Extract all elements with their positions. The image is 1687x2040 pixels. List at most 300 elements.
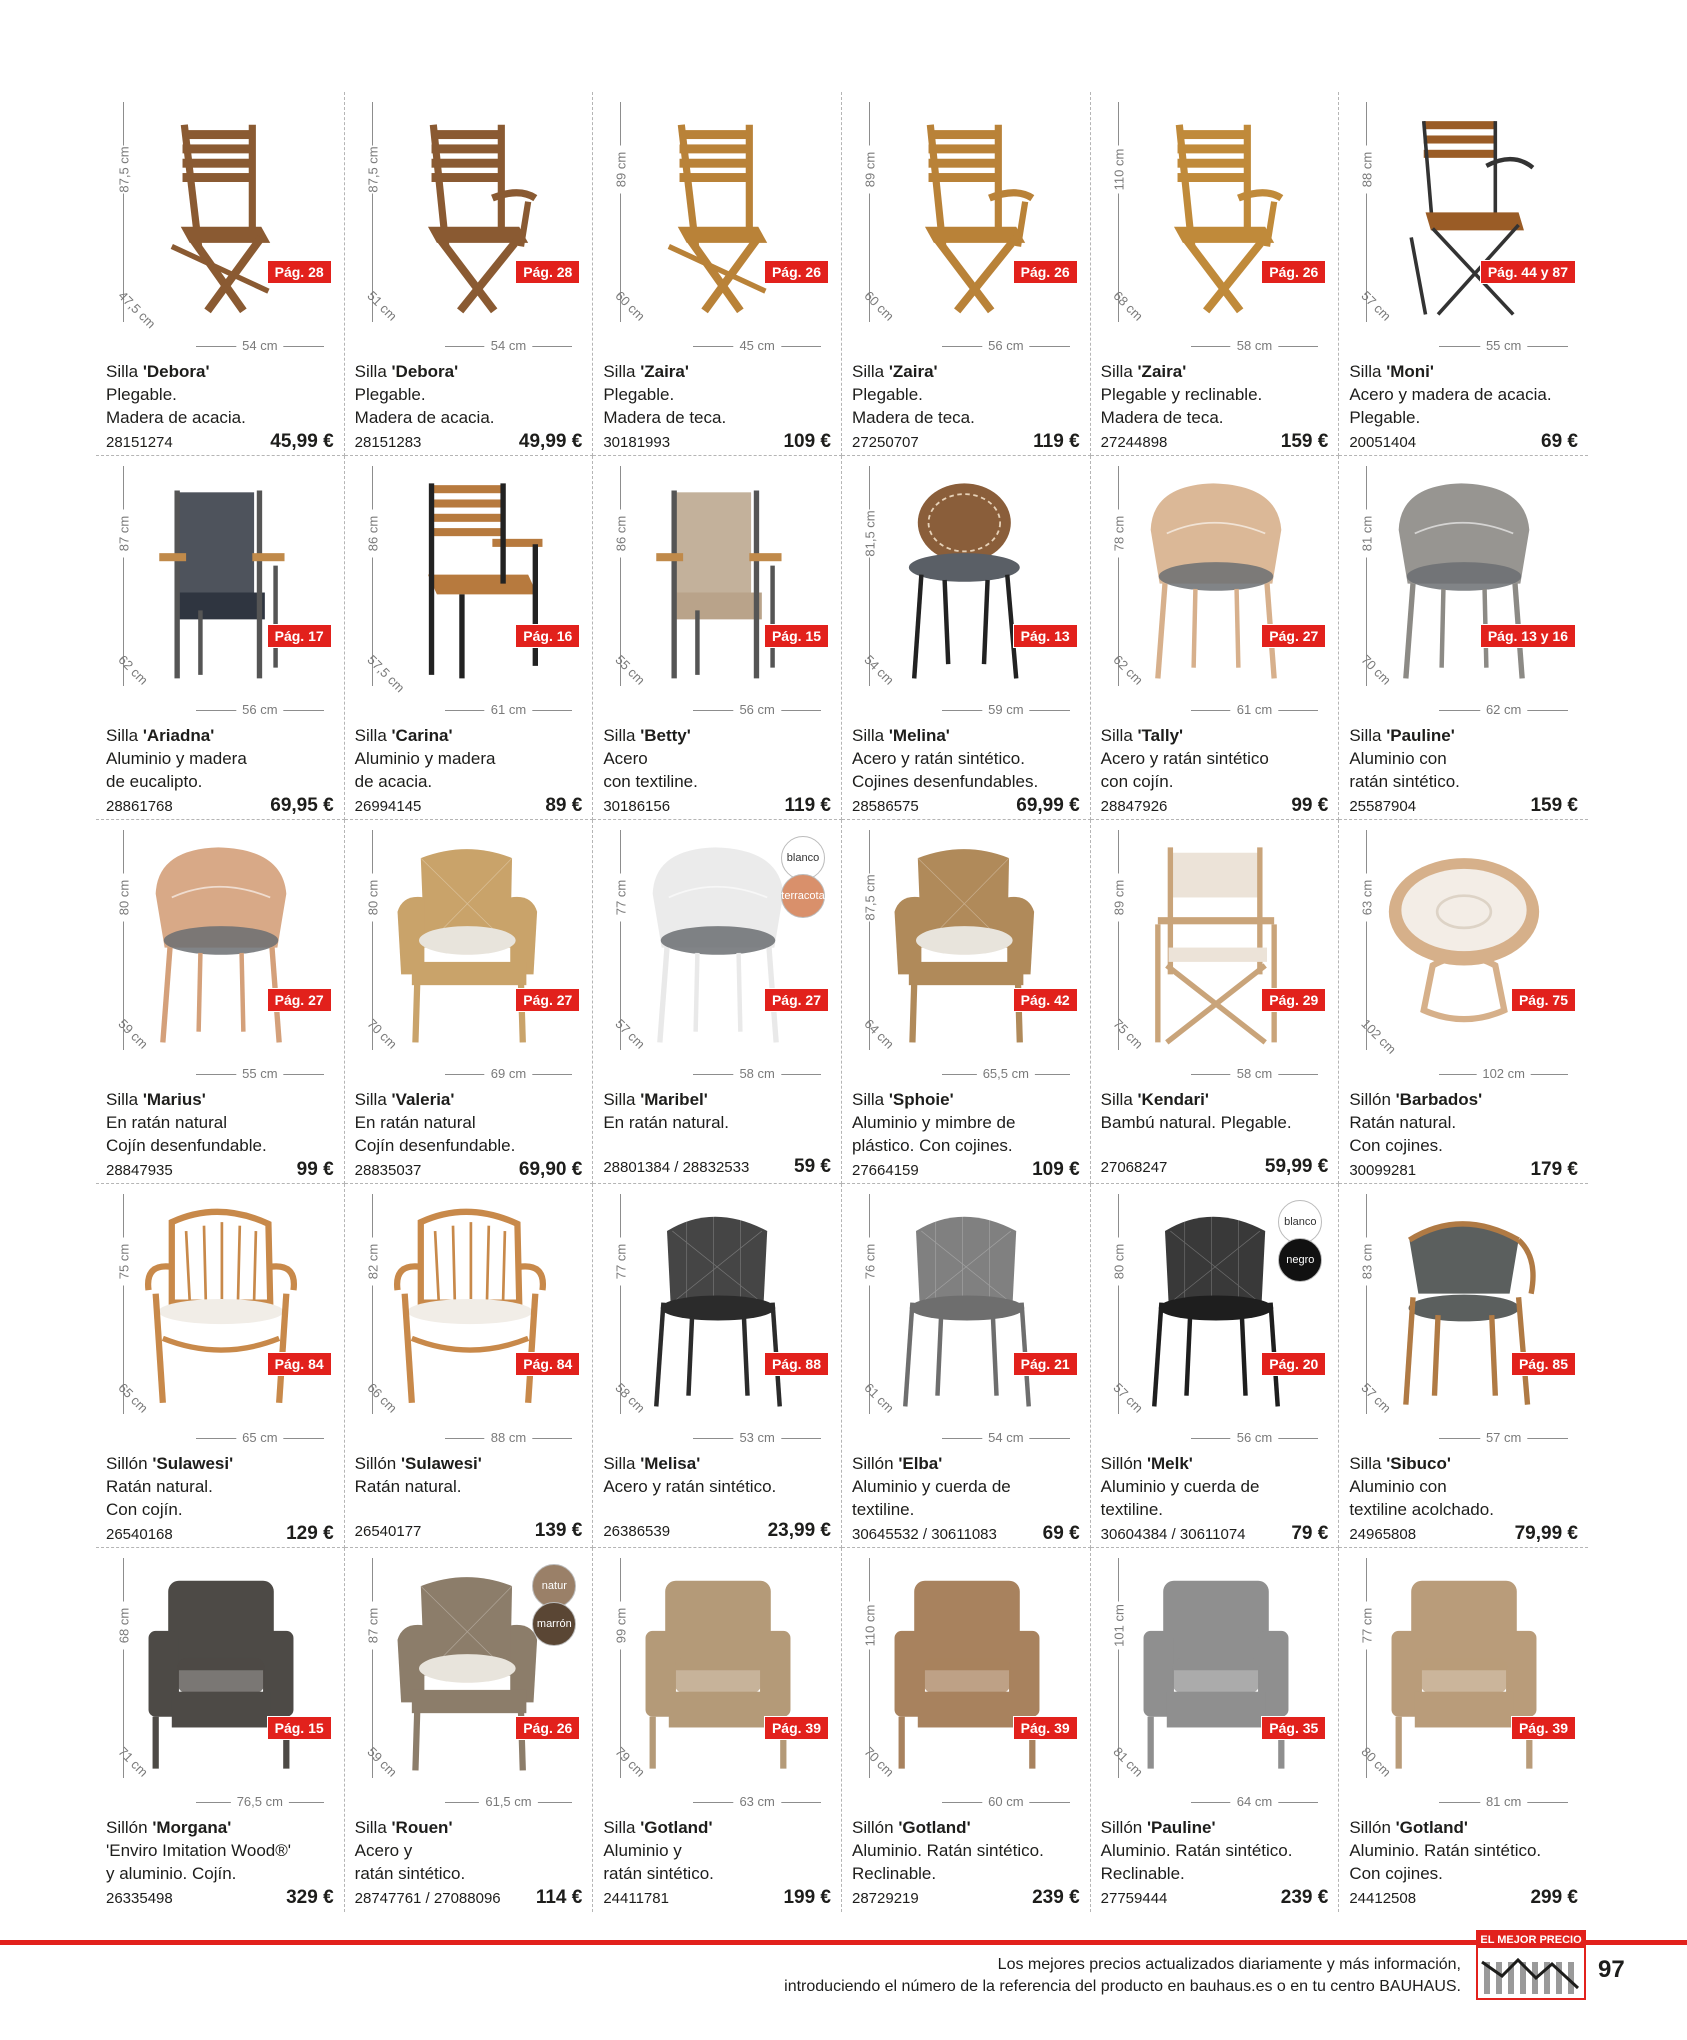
product-description: Reclinable. [852,1864,937,1883]
footer-rule [0,1940,1687,1945]
product-reference: 28729219 [852,1890,919,1907]
product-name [603,1452,831,1475]
product-description: Acero y ratán sintético. [852,749,1025,768]
depth-label: 80 cm [1358,1744,1395,1780]
page-reference-tag[interactable]: Pág. 39 [1013,1716,1078,1740]
height-label: 86 cm [614,510,629,558]
product-price: 69 € [1541,431,1578,452]
width-dimension [445,1066,573,1082]
depth-label: 51 cm [364,288,400,324]
product-image [882,100,1052,332]
depth-label: 57 cm [1358,288,1395,324]
product-reference: 28586575 [852,798,919,815]
product-price: 45,99 € [270,431,334,452]
product-image [633,1192,803,1424]
product-description: Con cojines. [1349,1136,1443,1155]
product-model: 'Debora' [391,362,459,381]
page-reference-tag[interactable]: Pág. 42 [1013,988,1078,1012]
product-type: Silla [603,1090,641,1109]
product-type: Silla [852,1090,889,1109]
width-dimension [445,702,573,718]
product-description: con cojín. [1100,772,1174,791]
product-reference: 30604384 / 30611074 [1100,1526,1246,1543]
product-image [1131,1556,1301,1788]
product-meta [106,1159,334,1181]
product-type: Silla [603,1818,641,1837]
page-reference-tag[interactable]: Pág. 75 [1511,988,1576,1012]
height-label: 89 cm [614,146,629,194]
product-reference: 28747761 / 27088096 [354,1890,501,1907]
product-card [96,456,345,820]
product-type: Silla [1349,726,1387,745]
product-description: Con cojín. [106,1500,183,1519]
height-label: 77 cm [1360,1602,1375,1650]
product-type: Silla [106,362,143,381]
product-model: 'Sphoie' [888,1090,954,1109]
product-name [106,1088,334,1111]
product-reference: 27250707 [852,434,919,451]
product-description: textiline. [852,1500,915,1519]
product-image [1379,1192,1549,1424]
product-reference: 30645532 / 30611083 [852,1526,997,1543]
height-label: 87 cm [365,1602,380,1650]
product-model: 'Pauline' [1386,726,1455,745]
product-name [106,1452,334,1475]
product-model: 'Betty' [640,726,691,745]
product-info [106,360,334,429]
color-swatch: marrón [532,1602,576,1646]
product-name [852,1088,1080,1111]
width-dimension [942,1794,1070,1810]
product-info [355,360,583,429]
product-card [1339,1548,1588,1912]
product-card [1091,456,1340,820]
product-name [603,1816,831,1839]
product-image [1131,1192,1301,1424]
height-label: 68 cm [117,1602,132,1650]
product-name [355,360,583,383]
product-type: Silla [852,726,889,745]
product-description: Aluminio y mimbre de [852,1113,1016,1132]
product-type: Sillón [1349,1090,1396,1109]
product-description: Ratán natural. [106,1477,213,1496]
width-label: 56 cm [236,702,283,717]
depth-label: 64 cm [861,1016,898,1052]
product-description: Aluminio con [1349,1477,1447,1496]
product-description: con textiline. [603,772,698,791]
product-meta [1349,795,1578,817]
product-price: 59,99 € [1264,1156,1329,1177]
page-reference-tag[interactable]: Pág. 39 [764,1716,829,1740]
page-reference-tag[interactable]: Pág. 35 [1261,1716,1326,1740]
product-description: Cojín desenfundable. [106,1136,267,1155]
product-model: 'Maribel' [640,1090,708,1109]
product-model: 'Tally' [1137,726,1184,745]
product-price: 49,99 € [518,431,583,452]
width-label: 55 cm [1480,338,1527,353]
product-description: y aluminio. Cojín. [106,1864,237,1883]
product-reference: 20051404 [1349,434,1417,451]
product-price: 119 € [784,795,831,816]
depth-label: 79 cm [612,1744,649,1780]
width-label: 81 cm [1480,1794,1527,1809]
product-type: Silla [1349,1454,1387,1473]
product-price: 199 € [783,1887,831,1908]
page-reference-tag[interactable]: Pág. 15 [764,624,829,648]
page-reference-tag[interactable]: Pág. 17 [267,624,332,648]
footer-note [784,1954,1461,1998]
product-model: 'Gotland' [640,1818,713,1837]
page-reference-tag[interactable]: Pág. 28 [515,260,580,284]
product-model: 'Gotland' [898,1818,971,1837]
product-card [1091,1184,1340,1548]
product-type: Silla [603,362,641,381]
product-description: textiline acolchado. [1349,1500,1494,1519]
width-label: 58 cm [733,1066,780,1081]
product-reference: 25587904 [1349,798,1417,815]
width-dimension [196,702,324,718]
depth-label: 59 cm [364,1744,400,1780]
product-description: textiline. [1100,1500,1164,1519]
depth-label: 75 cm [1110,1016,1146,1052]
product-description: Madera de teca. [1100,408,1224,427]
product-image [385,1192,555,1424]
product-image [136,464,306,696]
page-reference-tag[interactable]: Pág. 13 [1013,624,1078,648]
product-card [842,1548,1091,1912]
product-description: de eucalipto. [106,772,203,791]
product-model: 'Kendari' [1137,1090,1209,1109]
product-model: 'Melisa' [640,1454,701,1473]
product-model: 'Elba' [898,1454,943,1473]
product-model: 'Morgana' [152,1818,232,1837]
product-card [593,1184,842,1548]
page-reference-tag[interactable]: Pág. 27 [764,988,829,1012]
product-card [1091,1548,1340,1912]
page-reference-tag[interactable]: Pág. 44 y 87 [1480,260,1576,284]
page-reference-tag[interactable]: Pág. 20 [1261,1352,1326,1376]
product-name [1349,1816,1578,1839]
product-model: 'Carina' [391,726,453,745]
product-info [1101,360,1329,429]
product-reference: 26386539 [603,1523,671,1540]
product-meta [106,431,334,453]
product-description: ratán sintético. [354,1864,466,1883]
height-label: 63 cm [1360,874,1375,922]
product-card [1339,820,1588,1184]
product-price: 69,90 € [518,1159,583,1180]
product-name [603,360,831,383]
product-reference: 24411781 [603,1890,669,1907]
page-reference-tag[interactable]: Pág. 85 [1511,1352,1576,1376]
product-meta [603,431,831,453]
product-reference: 27244898 [1100,434,1168,451]
page-reference-tag[interactable]: Pág. 27 [1261,624,1326,648]
product-price: 329 € [286,1887,334,1908]
product-name [106,1816,334,1839]
depth-label: 70 cm [364,1016,400,1052]
width-dimension [1439,1430,1568,1446]
page-reference-tag[interactable]: Pág. 27 [515,988,580,1012]
width-label: 60 cm [982,1794,1029,1809]
width-label: 64 cm [1231,1794,1278,1809]
product-reference: 30186156 [603,798,671,815]
product-meta [106,1523,334,1545]
width-dimension [1439,702,1568,718]
page-reference-tag[interactable]: Pág. 26 [1261,260,1326,284]
width-dimension [942,702,1070,718]
depth-label: 60 cm [612,288,649,324]
width-label: 56 cm [1231,1430,1278,1445]
width-label: 65 cm [236,1430,283,1445]
product-reference: 26335498 [106,1890,173,1907]
product-description: Plegable. [852,385,923,404]
product-meta [1101,1156,1329,1178]
width-dimension [942,1430,1070,1446]
product-reference: 28861768 [106,798,173,815]
product-description: Cojín desenfundable. [354,1136,516,1155]
width-label: 54 cm [236,338,283,353]
width-label: 45 cm [733,338,780,353]
product-info [1349,724,1578,793]
product-price: 129 € [286,1523,334,1544]
product-type: Silla [354,1818,392,1837]
product-name [852,360,1080,383]
page-reference-tag[interactable]: Pág. 84 [515,1352,580,1376]
product-info [603,1816,831,1885]
width-dimension [1191,1430,1319,1446]
depth-label: 57 cm [1110,1380,1146,1416]
product-meta [1101,431,1329,453]
product-meta [1349,431,1578,453]
width-label: 54 cm [982,1430,1029,1445]
product-info [1349,360,1578,429]
height-label: 80 cm [365,874,380,922]
product-model: 'Sulawesi' [152,1454,234,1473]
footer-line-2: introduciendo el número de la referencia del producto en bauhaus.es o en tu centro BAUHAUS. [784,1978,1461,1995]
depth-label: 70 cm [1358,652,1395,688]
product-meta [603,1520,831,1542]
product-meta [355,1159,583,1181]
page-reference-tag[interactable]: Pág. 13 y 16 [1480,624,1576,648]
width-label: 61 cm [1231,702,1278,717]
width-label: 54 cm [485,338,532,353]
depth-label: 71 cm [115,1744,152,1780]
product-image [1379,100,1549,332]
product-type: Silla [106,726,143,745]
product-image [1379,828,1549,1060]
product-description: Madera de teca. [852,408,975,427]
color-swatch: negro [1278,1238,1322,1282]
product-image [136,828,306,1060]
product-meta [106,795,334,817]
product-type: Sillón [1100,1454,1147,1473]
color-swatch: terracota [781,874,825,918]
product-description: Plegable y reclinable. [1100,385,1263,404]
depth-label: 68 cm [1110,288,1146,324]
product-info [1101,1088,1329,1134]
width-label: 102 cm [1476,1066,1531,1081]
product-meta [852,431,1080,453]
product-meta [1101,1887,1329,1909]
product-reference: 28835037 [354,1162,422,1179]
product-description: ratán sintético. [1349,772,1460,791]
product-info [603,360,831,429]
height-label: 81 cm [1360,510,1375,558]
product-model: 'Melk' [1146,1454,1193,1473]
product-model: 'Sulawesi' [400,1454,482,1473]
product-name [852,724,1080,747]
product-model: 'Barbados' [1395,1090,1483,1109]
product-image [1379,1556,1549,1788]
product-model: 'Zaira' [888,362,938,381]
product-card [96,820,345,1184]
page-reference-tag[interactable]: Pág. 15 [267,1716,332,1740]
product-type: Silla [603,726,641,745]
product-info [852,1452,1080,1521]
product-price: 159 € [1530,795,1578,816]
width-dimension [693,1794,821,1810]
page-reference-tag[interactable]: Pág. 84 [267,1352,332,1376]
width-label: 88 cm [485,1430,532,1445]
product-description: Madera de acacia. [106,408,246,427]
product-image [385,1556,555,1788]
product-price: 239 € [1280,1887,1329,1908]
product-name [603,724,831,747]
page-reference-tag[interactable]: Pág. 29 [1261,988,1326,1012]
product-image [385,100,555,332]
product-description: Aluminio y cuerda de [852,1477,1011,1496]
product-card [593,92,842,456]
product-card [345,1548,594,1912]
product-card [345,92,594,456]
depth-label: 66 cm [364,1380,400,1416]
product-price: 59 € [794,1156,831,1177]
page-reference-tag[interactable]: Pág. 26 [1013,260,1078,284]
product-description: Madera de teca. [603,408,727,427]
product-info [106,1816,334,1885]
product-description: Aluminio y madera [106,749,247,768]
product-description: En ratán natural [354,1113,476,1132]
product-image [136,100,306,332]
product-card [593,820,842,1184]
product-model: 'Melina' [888,726,950,745]
depth-label: 59 cm [115,1016,152,1052]
product-card [842,820,1091,1184]
product-info [355,724,583,793]
product-type: Silla [1100,1090,1138,1109]
width-dimension [196,1066,324,1082]
depth-label: 47,5 cm [115,288,159,332]
product-model: 'Valeria' [391,1090,455,1109]
height-label: 110 cm [1111,146,1126,194]
product-card [96,1548,345,1912]
page-reference-tag[interactable]: Pág. 26 [515,1716,580,1740]
product-card [842,92,1091,456]
depth-label: 62 cm [1110,652,1146,688]
product-type: Sillón [354,1454,401,1473]
product-price: 119 € [1033,431,1080,452]
height-label: 88 cm [1360,146,1375,194]
product-meta [1101,1523,1329,1545]
product-name [852,1452,1080,1475]
product-image [1131,464,1301,696]
page-reference-tag[interactable]: Pág. 26 [764,260,829,284]
product-price: 114 € [535,1887,583,1908]
product-card [1091,820,1340,1184]
product-reference: 30181993 [603,434,671,451]
product-reference: 28801384 / 28832533 [603,1159,750,1176]
width-label: 59 cm [982,702,1029,717]
product-info [1349,1088,1578,1157]
product-name [1101,360,1329,383]
width-label: 61 cm [485,702,532,717]
best-price-label: EL MEJOR PRECIO [1478,1932,1584,1948]
width-label: 63 cm [733,1794,780,1809]
product-type: Silla [1100,726,1138,745]
price-trend-icon [1478,1948,1584,1996]
page-reference-tag[interactable]: Pág. 16 [515,624,580,648]
product-description: Aluminio y madera [354,749,496,768]
product-reference: 28847935 [106,1162,173,1179]
width-dimension [693,1066,821,1082]
page-reference-tag[interactable]: Pág. 21 [1013,1352,1078,1376]
product-card [1339,92,1588,456]
best-price-badge [1476,1930,1586,2000]
product-type: Silla [1100,362,1138,381]
product-model: 'Moni' [1386,362,1434,381]
page-reference-tag[interactable]: Pág. 88 [764,1352,829,1376]
product-card [345,456,594,820]
height-label: 89 cm [1111,874,1126,922]
product-info [106,1088,334,1157]
product-image [633,1556,803,1788]
product-reference: 27759444 [1100,1890,1168,1907]
depth-label: 58 cm [612,1380,649,1416]
product-model: 'Zaira' [1137,362,1187,381]
product-name [1349,360,1578,383]
product-reference: 24412508 [1349,1890,1417,1907]
product-price: 239 € [1032,1887,1080,1908]
product-description: Acero y ratán sintético [1100,749,1269,768]
page-reference-tag[interactable]: Pág. 27 [267,988,332,1012]
depth-label: 70 cm [861,1744,898,1780]
product-description: Aluminio. Ratán sintético. [852,1841,1044,1860]
product-name [355,1816,583,1839]
product-meta [1349,1523,1578,1545]
page-reference-tag[interactable]: Pág. 39 [1511,1716,1576,1740]
page-reference-tag[interactable]: Pág. 28 [267,260,332,284]
product-name [1349,1088,1578,1111]
product-description: Acero y ratán sintético. [603,1477,777,1496]
width-dimension [445,1794,573,1810]
product-meta [852,1523,1080,1545]
product-description: plástico. Con cojines. [852,1136,1013,1155]
width-dimension [1191,1794,1319,1810]
color-swatch: blanco [781,836,825,880]
product-reference: 28151283 [354,434,422,451]
height-label: 101 cm [1111,1602,1126,1650]
product-description: Con cojines. [1349,1864,1443,1883]
product-description: Madera de acacia. [354,408,495,427]
product-type: Sillón [852,1818,899,1837]
product-meta [852,795,1080,817]
product-meta [852,1159,1080,1181]
depth-label: 65 cm [115,1380,152,1416]
product-meta [355,1887,583,1909]
width-label: 61,5 cm [479,1794,537,1809]
product-meta [603,795,831,817]
